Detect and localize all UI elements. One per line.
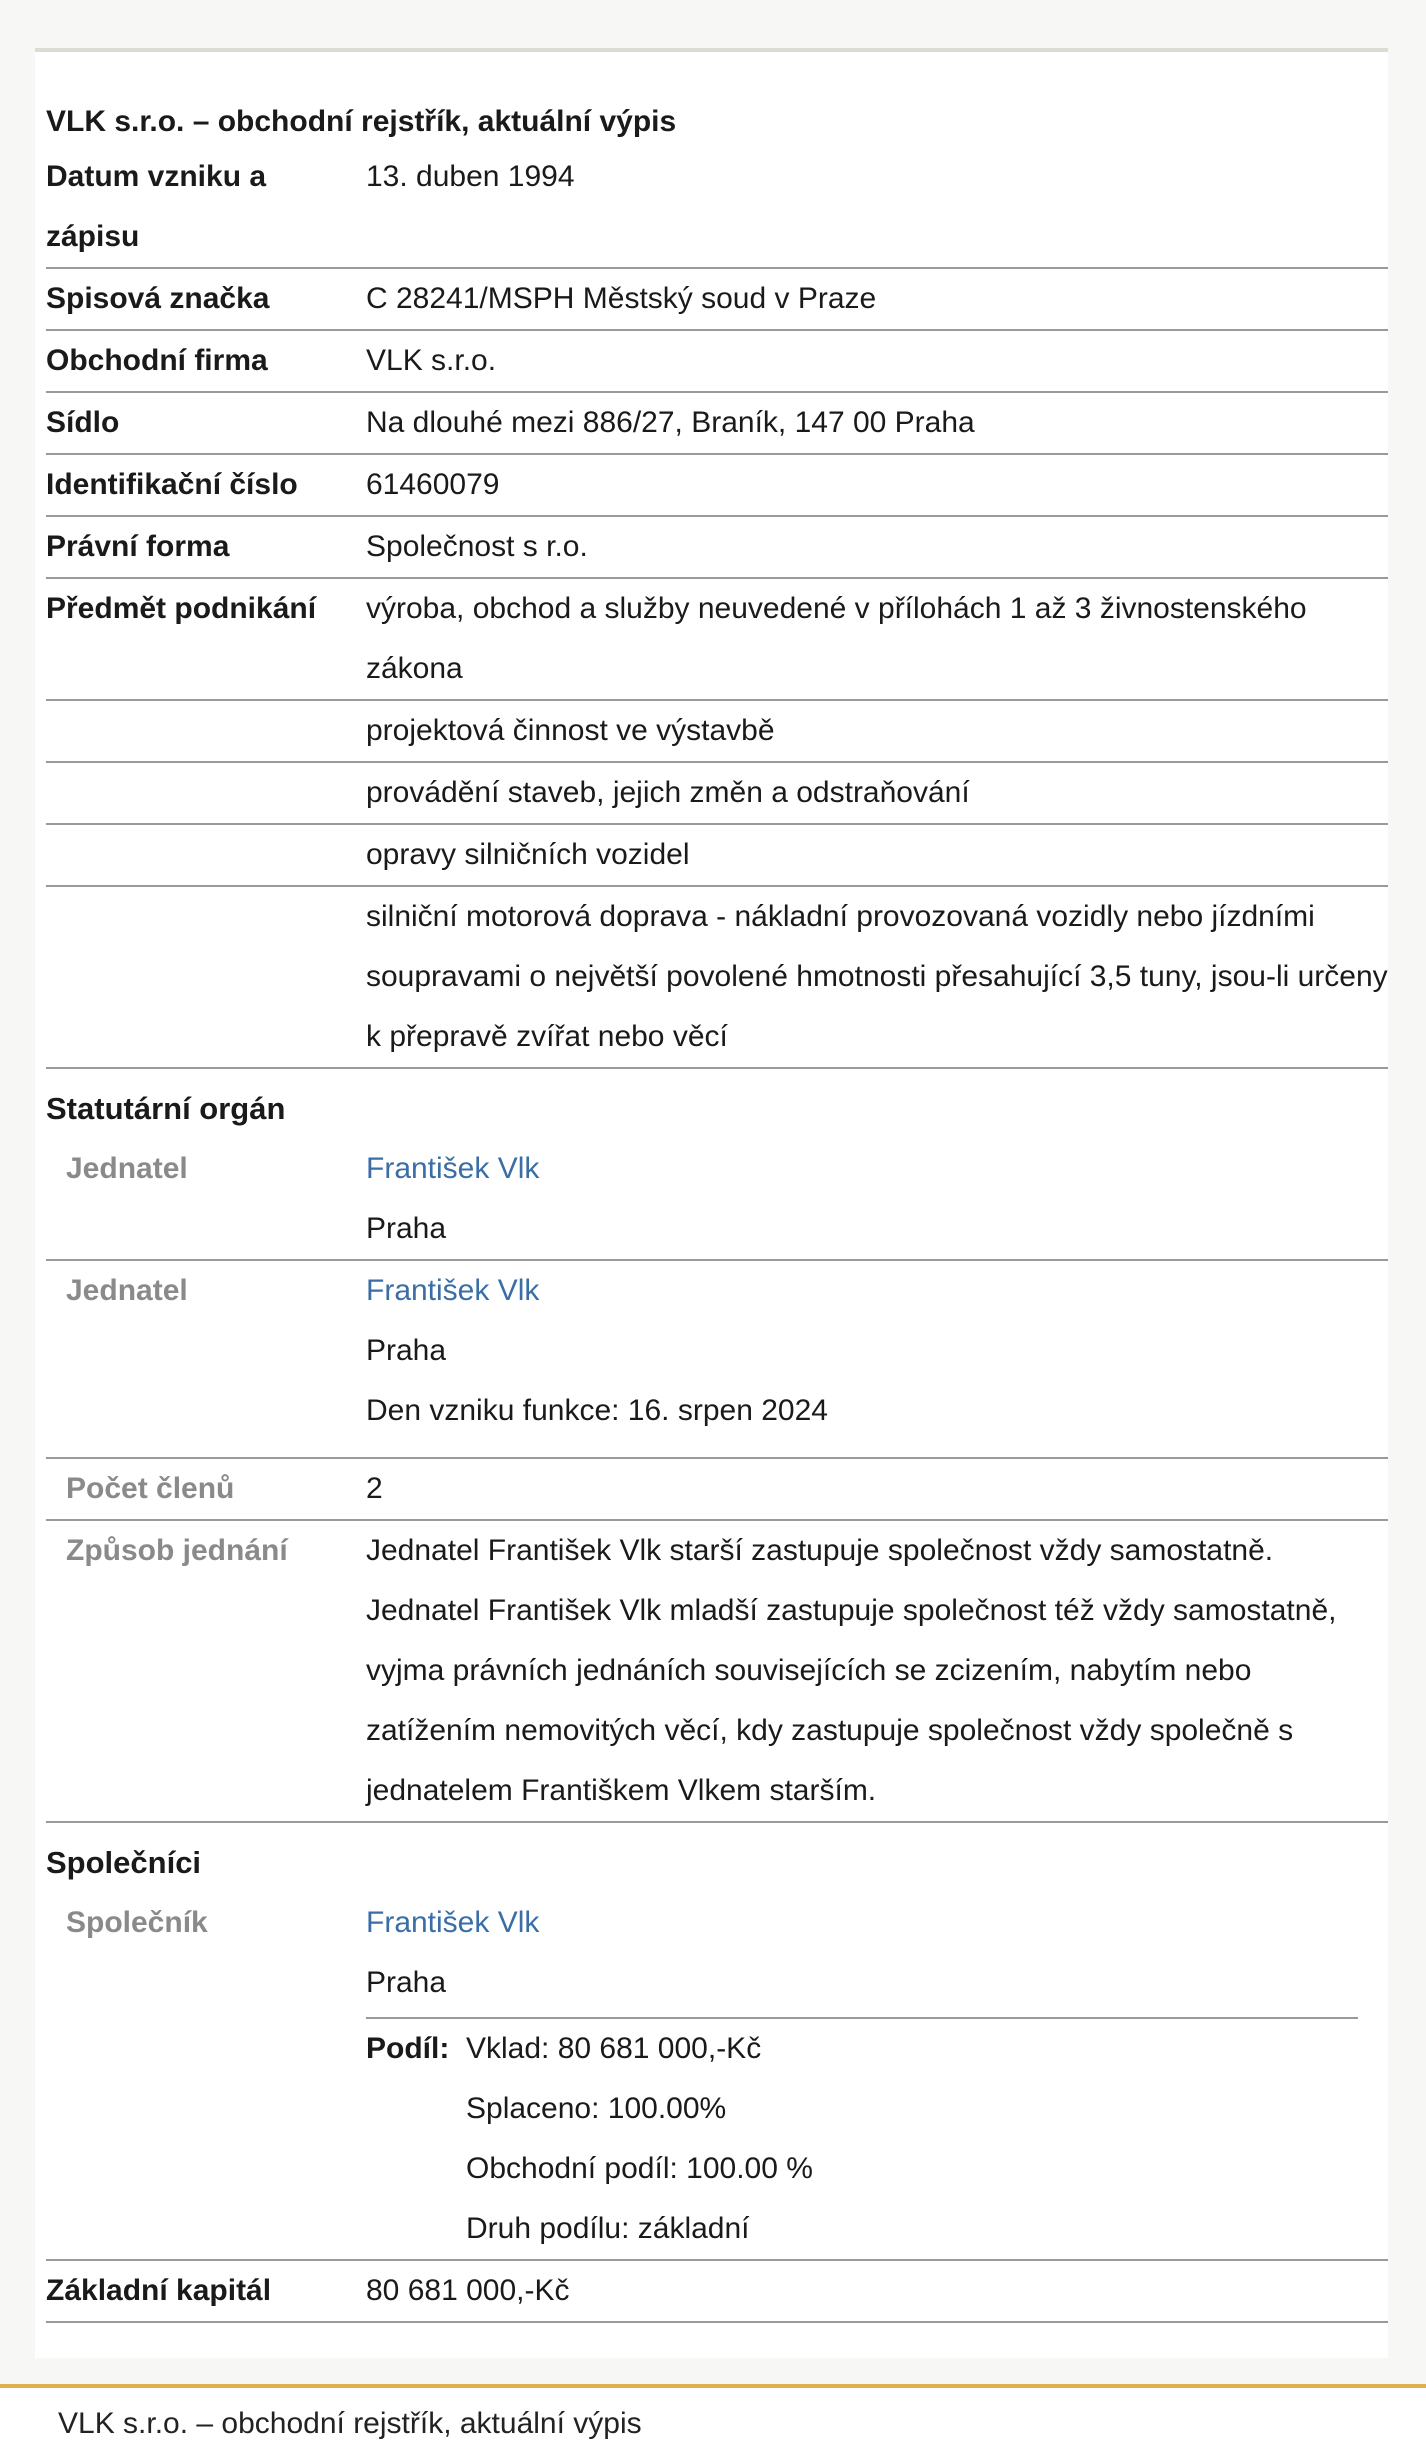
jednatel-city: Praha [366,1212,447,1245]
register-extract [46,52,1388,2323]
row-predmet-podnikani [46,578,1388,700]
label-pravni-forma: Právní forma [46,516,366,578]
podil-values [466,2019,1358,2259]
label-spisova-znacka: Spisová značka [46,268,366,330]
value-zpusob-jednani: Jednatel František Vlk starší zastupuje společnost vždy samostatně. Jednatel František Vlk mladší zastupuje společnost též vždy samostatně, vyjma právních jednáních souvisejících se zcizením, nabytím nebo zatížením nemovitých věcí, kdy zastupuje společnost vždy společně s jednatelem Františkem Vlkem starším. [366,1520,1388,1822]
jednatel-city: Praha [366,1334,447,1367]
podil-block [366,2017,1358,2259]
row-predmet-item [46,762,1388,824]
row-obchodni-firma [46,330,1388,392]
row-pocet-clenu [46,1458,1388,1520]
podil-vklad: Vklad: 80 681 000,-Kč [466,2032,762,2065]
heading-spolecnici: Společníci [46,1845,202,1880]
row-jednatel [46,1139,1388,1260]
podil-splaceno: Splaceno: 100.00% [466,2092,727,2125]
row-spisova-znacka [46,268,1388,330]
label-zpusob-jednani: Způsob jednání [46,1520,366,1822]
predmet-item: opravy silničních vozidel [366,824,1388,886]
footer-title: VLK s.r.o. – obchodní rejstřík, aktuální výpis [58,2407,642,2440]
value-ico: 61460079 [366,454,1388,516]
page-title: VLK s.r.o. – obchodní rejstřík, aktuální výpis [46,105,677,138]
label-ico: Identifikační číslo [46,454,366,516]
spacer [46,1441,1388,1458]
predmet-item: provádění staveb, jejich změn a odstraňování [366,762,1388,824]
label-sidlo: Sídlo [46,392,366,454]
predmet-item: výroba, obchod a služby neuvedené v přílohách 1 až 3 živnostenského zákona [366,578,1388,700]
register-extract-sheet [35,48,1388,2358]
spolecnik-city: Praha [366,1966,447,1999]
label-pocet-clenu: Počet členů [46,1458,366,1520]
value-sidlo: Na dlouhé mezi 886/27, Braník, 147 00 Praha [366,392,1388,454]
row-predmet-item [46,824,1388,886]
spolecnik-name-link[interactable]: František Vlk [366,1906,540,1939]
footer-bar [0,2384,1426,2462]
register-table [46,147,1388,2323]
jednatel-name-link[interactable]: František Vlk [366,1274,540,1307]
section-statutarni-organ [46,1068,1388,1139]
row-ico [46,454,1388,516]
row-predmet-item [46,700,1388,762]
predmet-item: projektová činnost ve výstavbě [366,700,1388,762]
label-obchodni-firma: Obchodní firma [46,330,366,392]
row-sidlo [46,392,1388,454]
section-spolecnici [46,1822,1388,1893]
row-pravni-forma [46,516,1388,578]
value-zakladni-kapital: 80 681 000,-Kč [366,2260,1388,2322]
row-predmet-item [46,886,1388,1068]
podil-druh: Druh podílu: základní [466,2212,750,2245]
heading-statutarni-organ: Statutární orgán [46,1091,286,1126]
row-datum-vzniku [46,147,1388,268]
value-pravni-forma: Společnost s r.o. [366,516,1388,578]
row-spolecnik [46,1893,1388,2260]
label-predmet-podnikani: Předmět podnikání [46,578,366,700]
jednatel-name-link[interactable]: František Vlk [366,1152,540,1185]
label-spolecnik: Společník [46,1893,366,2260]
value-pocet-clenu: 2 [366,1458,1388,1520]
label-jednatel: Jednatel [46,1139,366,1260]
value-datum-vzniku: 13. duben 1994 [366,147,1388,268]
value-obchodni-firma: VLK s.r.o. [366,330,1388,392]
podil-label: Podíl: [366,2032,450,2065]
label-datum-vzniku: Datum vzniku a zápisu [46,147,366,268]
label-jednatel: Jednatel [66,1274,188,1307]
row-zpusob-jednani [46,1520,1388,1822]
label-zakladni-kapital: Základní kapitál [46,2260,366,2322]
podil-obchodni-podil: Obchodní podíl: 100.00 % [466,2152,813,2185]
jednatel-den-vzniku: Den vzniku funkce: 16. srpen 2024 [366,1394,828,1427]
row-jednatel [46,1260,1388,1441]
row-zakladni-kapital [46,2260,1388,2322]
value-spisova-znacka: C 28241/MSPH Městský soud v Praze [366,268,1388,330]
predmet-item: silniční motorová doprava - nákladní provozovaná vozidly nebo jízdními soupravami o největší povolené hmotnosti přesahující 3,5 tuny, jsou-li určeny k přepravě zvířat nebo věcí [366,886,1388,1068]
